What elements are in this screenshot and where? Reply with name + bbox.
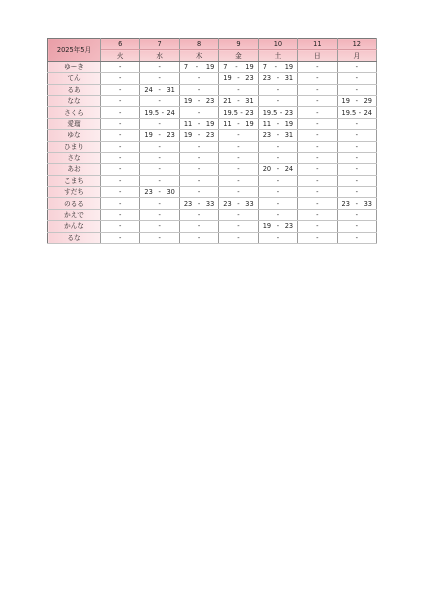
shift-cell: - <box>337 141 376 152</box>
shift-time-range <box>259 107 297 117</box>
month-title: 2025年5月 <box>48 39 101 62</box>
shift-start-time: 19 <box>183 131 193 140</box>
shift-cell: - <box>298 95 337 106</box>
shift-cell <box>337 198 376 209</box>
staff-name: さな <box>48 152 101 163</box>
shift-start-time: 23 <box>341 199 350 208</box>
shift-start-time: 7 <box>262 62 267 71</box>
shift-cell: - <box>179 141 218 152</box>
staff-name: あお <box>48 164 101 175</box>
shift-time-range <box>180 62 218 72</box>
shift-cell: - <box>140 232 179 243</box>
shift-start-time: 7 <box>183 62 189 71</box>
shift-cell: - <box>179 73 218 84</box>
shift-end-time: 19 <box>284 119 294 128</box>
shift-cell <box>258 61 297 72</box>
date-header-10: 10 <box>258 39 297 50</box>
shift-time-range <box>259 164 297 174</box>
shift-cell: - <box>219 130 258 141</box>
shift-cell: - <box>179 164 218 175</box>
range-separator: - <box>197 119 201 128</box>
shift-end-time: 33 <box>363 199 372 208</box>
shift-start-time: 23 <box>223 199 232 208</box>
schedule-row <box>48 209 377 220</box>
shift-cell: - <box>140 95 179 106</box>
shift-time-range <box>338 198 376 208</box>
schedule-row <box>48 130 377 141</box>
shift-time-range <box>219 62 257 72</box>
shift-time-range <box>180 96 218 106</box>
schedule-row <box>48 164 377 175</box>
shift-end-time: 24 <box>284 165 294 174</box>
shift-cell <box>219 198 258 209</box>
shift-cell: - <box>298 175 337 186</box>
shift-cell <box>179 118 218 129</box>
shift-cell: - <box>258 209 297 220</box>
shift-cell <box>258 73 297 84</box>
shift-time-range <box>180 198 218 208</box>
shift-cell: - <box>101 95 140 106</box>
shift-cell: - <box>101 175 140 186</box>
staff-name: かえで <box>48 209 101 220</box>
shift-cell: - <box>140 164 179 175</box>
shift-cell: - <box>337 175 376 186</box>
shift-cell: - <box>219 187 258 198</box>
shift-cell: - <box>298 232 337 243</box>
shift-cell: - <box>179 152 218 163</box>
shift-cell: - <box>258 152 297 163</box>
shift-cell <box>219 73 258 84</box>
shift-time-range <box>259 62 297 72</box>
date-header-6: 6 <box>101 39 140 50</box>
shift-time-range <box>219 96 257 106</box>
shift-cell: - <box>337 118 376 129</box>
shift-cell: - <box>219 175 258 186</box>
shift-cell <box>258 107 297 118</box>
shift-time-range <box>259 73 297 83</box>
shift-end-time: 30 <box>166 188 175 197</box>
shift-start-time: 19.5 <box>223 108 238 117</box>
schedule-row <box>48 118 377 129</box>
shift-cell: - <box>337 221 376 232</box>
shift-end-time: 31 <box>284 131 294 140</box>
shift-end-time: 31 <box>284 74 294 83</box>
shift-start-time: 20 <box>262 165 272 174</box>
shift-cell: - <box>219 152 258 163</box>
shift-cell: - <box>298 84 337 95</box>
shift-cell: - <box>337 164 376 175</box>
range-separator: - <box>279 108 283 117</box>
shift-cell: - <box>298 198 337 209</box>
shift-cell: - <box>219 164 258 175</box>
weekday-header-10: 土 <box>258 50 297 61</box>
shift-end-time: 23 <box>284 222 294 231</box>
shift-end-time: 23 <box>205 131 215 140</box>
staff-name: かんな <box>48 221 101 232</box>
shift-end-time: 19 <box>245 62 254 71</box>
shift-cell: - <box>140 198 179 209</box>
shift-cell: - <box>219 209 258 220</box>
shift-cell: - <box>258 84 297 95</box>
schedule-body <box>48 61 377 243</box>
schedule-row <box>48 198 377 209</box>
shift-cell: - <box>179 84 218 95</box>
weekday-header-9: 金 <box>219 50 258 61</box>
staff-name: るな <box>48 232 101 243</box>
shift-cell: - <box>101 73 140 84</box>
shift-cell: - <box>140 118 179 129</box>
shift-cell: - <box>258 175 297 186</box>
shift-time-range <box>140 130 178 140</box>
shift-end-time: 31 <box>245 97 254 106</box>
shift-cell: - <box>258 232 297 243</box>
shift-cell: - <box>298 61 337 72</box>
shift-cell <box>219 107 258 118</box>
range-separator: - <box>161 108 164 117</box>
shift-cell <box>140 187 179 198</box>
staff-name: なな <box>48 95 101 106</box>
shift-cell: - <box>298 187 337 198</box>
shift-time-range <box>338 96 376 106</box>
shift-time-range <box>259 221 297 231</box>
shift-cell: - <box>101 141 140 152</box>
shift-time-range <box>140 187 178 197</box>
range-separator: - <box>197 131 201 140</box>
range-separator: - <box>237 74 240 83</box>
shift-start-time: 24 <box>144 85 153 94</box>
range-separator: - <box>276 222 280 231</box>
shift-time-range <box>219 73 257 83</box>
shift-start-time: 11 <box>223 119 232 128</box>
shift-cell <box>179 130 218 141</box>
shift-cell: - <box>258 95 297 106</box>
shift-cell: - <box>298 118 337 129</box>
shift-cell: - <box>219 141 258 152</box>
weekday-header-11: 日 <box>298 50 337 61</box>
date-header-row <box>48 39 377 50</box>
shift-cell: - <box>179 221 218 232</box>
staff-name: こまち <box>48 175 101 186</box>
shift-end-time: 19 <box>284 62 294 71</box>
staff-name: るあ <box>48 84 101 95</box>
range-separator: - <box>355 97 358 106</box>
shift-cell: - <box>298 73 337 84</box>
shift-time-range <box>259 119 297 129</box>
range-separator: - <box>197 97 201 106</box>
range-separator: - <box>237 97 240 106</box>
shift-cell: - <box>298 141 337 152</box>
shift-cell: - <box>179 107 218 118</box>
shift-cell <box>140 130 179 141</box>
shift-start-time: 7 <box>223 62 228 71</box>
range-separator: - <box>237 119 240 128</box>
shift-end-time: 19 <box>245 119 254 128</box>
shift-cell: - <box>298 164 337 175</box>
shift-time-range <box>180 130 218 140</box>
shift-cell <box>140 107 179 118</box>
date-header-9: 9 <box>219 39 258 50</box>
shift-cell <box>219 61 258 72</box>
date-header-8: 8 <box>179 39 218 50</box>
staff-name: てん <box>48 73 101 84</box>
shift-start-time: 19 <box>223 74 232 83</box>
staff-name: ひまり <box>48 141 101 152</box>
shift-end-time: 23 <box>284 108 294 117</box>
shift-cell: - <box>101 61 140 72</box>
staff-name: ゆーき <box>48 61 101 72</box>
shift-start-time: 19.5 <box>144 108 160 117</box>
shift-time-range <box>219 198 257 208</box>
shift-cell <box>258 164 297 175</box>
date-header-12: 12 <box>337 39 376 50</box>
shift-cell: - <box>140 175 179 186</box>
shift-cell <box>179 198 218 209</box>
shift-end-time: 33 <box>245 199 254 208</box>
shift-end-time: 23 <box>166 131 175 140</box>
range-separator: - <box>355 199 358 208</box>
shift-cell: - <box>101 187 140 198</box>
range-separator: - <box>276 131 280 140</box>
range-separator: - <box>276 165 280 174</box>
shift-end-time: 23 <box>205 97 215 106</box>
shift-cell: - <box>179 232 218 243</box>
schedule-row <box>48 175 377 186</box>
schedule-row <box>48 221 377 232</box>
schedule-row <box>48 141 377 152</box>
shift-start-time: 19 <box>262 222 272 231</box>
range-separator: - <box>197 199 201 208</box>
shift-cell: - <box>140 152 179 163</box>
shift-time-range <box>259 130 297 140</box>
shift-cell: - <box>179 187 218 198</box>
range-separator: - <box>276 119 280 128</box>
shift-start-time: 19 <box>183 97 193 106</box>
shift-cell: - <box>337 187 376 198</box>
shift-end-time: 24 <box>166 108 175 117</box>
date-header-11: 11 <box>298 39 337 50</box>
shift-cell: - <box>258 141 297 152</box>
shift-cell: - <box>219 221 258 232</box>
shift-cell: - <box>101 198 140 209</box>
staff-name: さくら <box>48 107 101 118</box>
shift-cell: - <box>337 152 376 163</box>
shift-start-time: 19.5 <box>341 108 357 117</box>
shift-time-range <box>140 107 178 117</box>
shift-start-time: 11 <box>183 119 193 128</box>
range-separator: - <box>158 131 161 140</box>
range-separator: - <box>195 62 199 71</box>
shift-end-time: 31 <box>166 85 175 94</box>
weekday-header-7: 水 <box>140 50 179 61</box>
weekday-header-12: 月 <box>337 50 376 61</box>
schedule-header <box>48 39 377 62</box>
range-separator: - <box>240 108 243 117</box>
shift-end-time: 23 <box>245 74 254 83</box>
shift-cell: - <box>219 232 258 243</box>
range-separator: - <box>276 74 280 83</box>
shift-cell: - <box>101 164 140 175</box>
shift-end-time: 19 <box>205 62 215 71</box>
shift-cell <box>219 95 258 106</box>
shift-cell: - <box>140 73 179 84</box>
shift-cell: - <box>101 232 140 243</box>
shift-cell: - <box>101 152 140 163</box>
shift-start-time: 23 <box>183 199 193 208</box>
shift-schedule-table <box>47 38 377 244</box>
schedule-row <box>48 84 377 95</box>
shift-start-time: 19 <box>341 97 350 106</box>
schedule-row <box>48 152 377 163</box>
shift-cell: - <box>101 209 140 220</box>
weekday-header-6: 火 <box>101 50 140 61</box>
shift-start-time: 21 <box>223 97 232 106</box>
shift-time-range <box>219 119 257 129</box>
shift-cell: - <box>337 73 376 84</box>
range-separator: - <box>274 62 277 71</box>
shift-cell <box>140 84 179 95</box>
shift-cell: - <box>258 187 297 198</box>
range-separator: - <box>235 62 238 71</box>
range-separator: - <box>158 188 161 197</box>
shift-start-time: 19.5 <box>262 108 278 117</box>
shift-cell: - <box>337 232 376 243</box>
shift-cell: - <box>140 221 179 232</box>
shift-cell: - <box>337 84 376 95</box>
shift-start-time: 19 <box>144 131 153 140</box>
schedule-row <box>48 61 377 72</box>
shift-cell <box>258 221 297 232</box>
shift-cell: - <box>179 209 218 220</box>
shift-cell: - <box>258 198 297 209</box>
shift-start-time: 23 <box>262 131 272 140</box>
shift-cell: - <box>219 84 258 95</box>
shift-start-time: 23 <box>144 188 153 197</box>
shift-end-time: 19 <box>205 119 215 128</box>
shift-end-time: 24 <box>363 108 372 117</box>
range-separator: - <box>158 85 161 94</box>
shift-cell: - <box>101 118 140 129</box>
weekday-header-8: 木 <box>179 50 218 61</box>
staff-name: ゆな <box>48 130 101 141</box>
shift-end-time: 23 <box>245 108 254 117</box>
shift-cell: - <box>298 130 337 141</box>
shift-end-time: 33 <box>205 199 215 208</box>
shift-time-range <box>140 85 178 95</box>
shift-start-time: 11 <box>262 119 272 128</box>
shift-cell: - <box>101 130 140 141</box>
shift-time-range <box>219 107 257 117</box>
shift-cell: - <box>101 221 140 232</box>
shift-cell: - <box>337 209 376 220</box>
shift-time-range <box>180 119 218 129</box>
schedule-row <box>48 95 377 106</box>
shift-cell: - <box>101 84 140 95</box>
shift-cell: - <box>101 107 140 118</box>
shift-cell <box>337 95 376 106</box>
staff-name: 愛瑠 <box>48 118 101 129</box>
shift-end-time: 29 <box>363 97 372 106</box>
shift-cell <box>179 61 218 72</box>
shift-start-time: 23 <box>262 74 272 83</box>
shift-cell: - <box>140 61 179 72</box>
shift-time-range <box>338 107 376 117</box>
shift-cell: - <box>298 209 337 220</box>
range-separator: - <box>237 199 240 208</box>
staff-name: のるる <box>48 198 101 209</box>
shift-cell <box>258 118 297 129</box>
schedule-row <box>48 73 377 84</box>
shift-cell: - <box>298 221 337 232</box>
shift-cell <box>337 107 376 118</box>
staff-name: すだち <box>48 187 101 198</box>
shift-cell: - <box>337 61 376 72</box>
shift-cell: - <box>179 175 218 186</box>
shift-cell <box>258 130 297 141</box>
schedule-row <box>48 107 377 118</box>
date-header-7: 7 <box>140 39 179 50</box>
range-separator: - <box>358 108 362 117</box>
schedule-row <box>48 232 377 243</box>
schedule-row <box>48 187 377 198</box>
shift-cell: - <box>140 209 179 220</box>
shift-cell: - <box>298 107 337 118</box>
shift-cell: - <box>298 152 337 163</box>
shift-cell: - <box>337 130 376 141</box>
shift-cell <box>179 95 218 106</box>
shift-cell <box>219 118 258 129</box>
shift-cell: - <box>140 141 179 152</box>
